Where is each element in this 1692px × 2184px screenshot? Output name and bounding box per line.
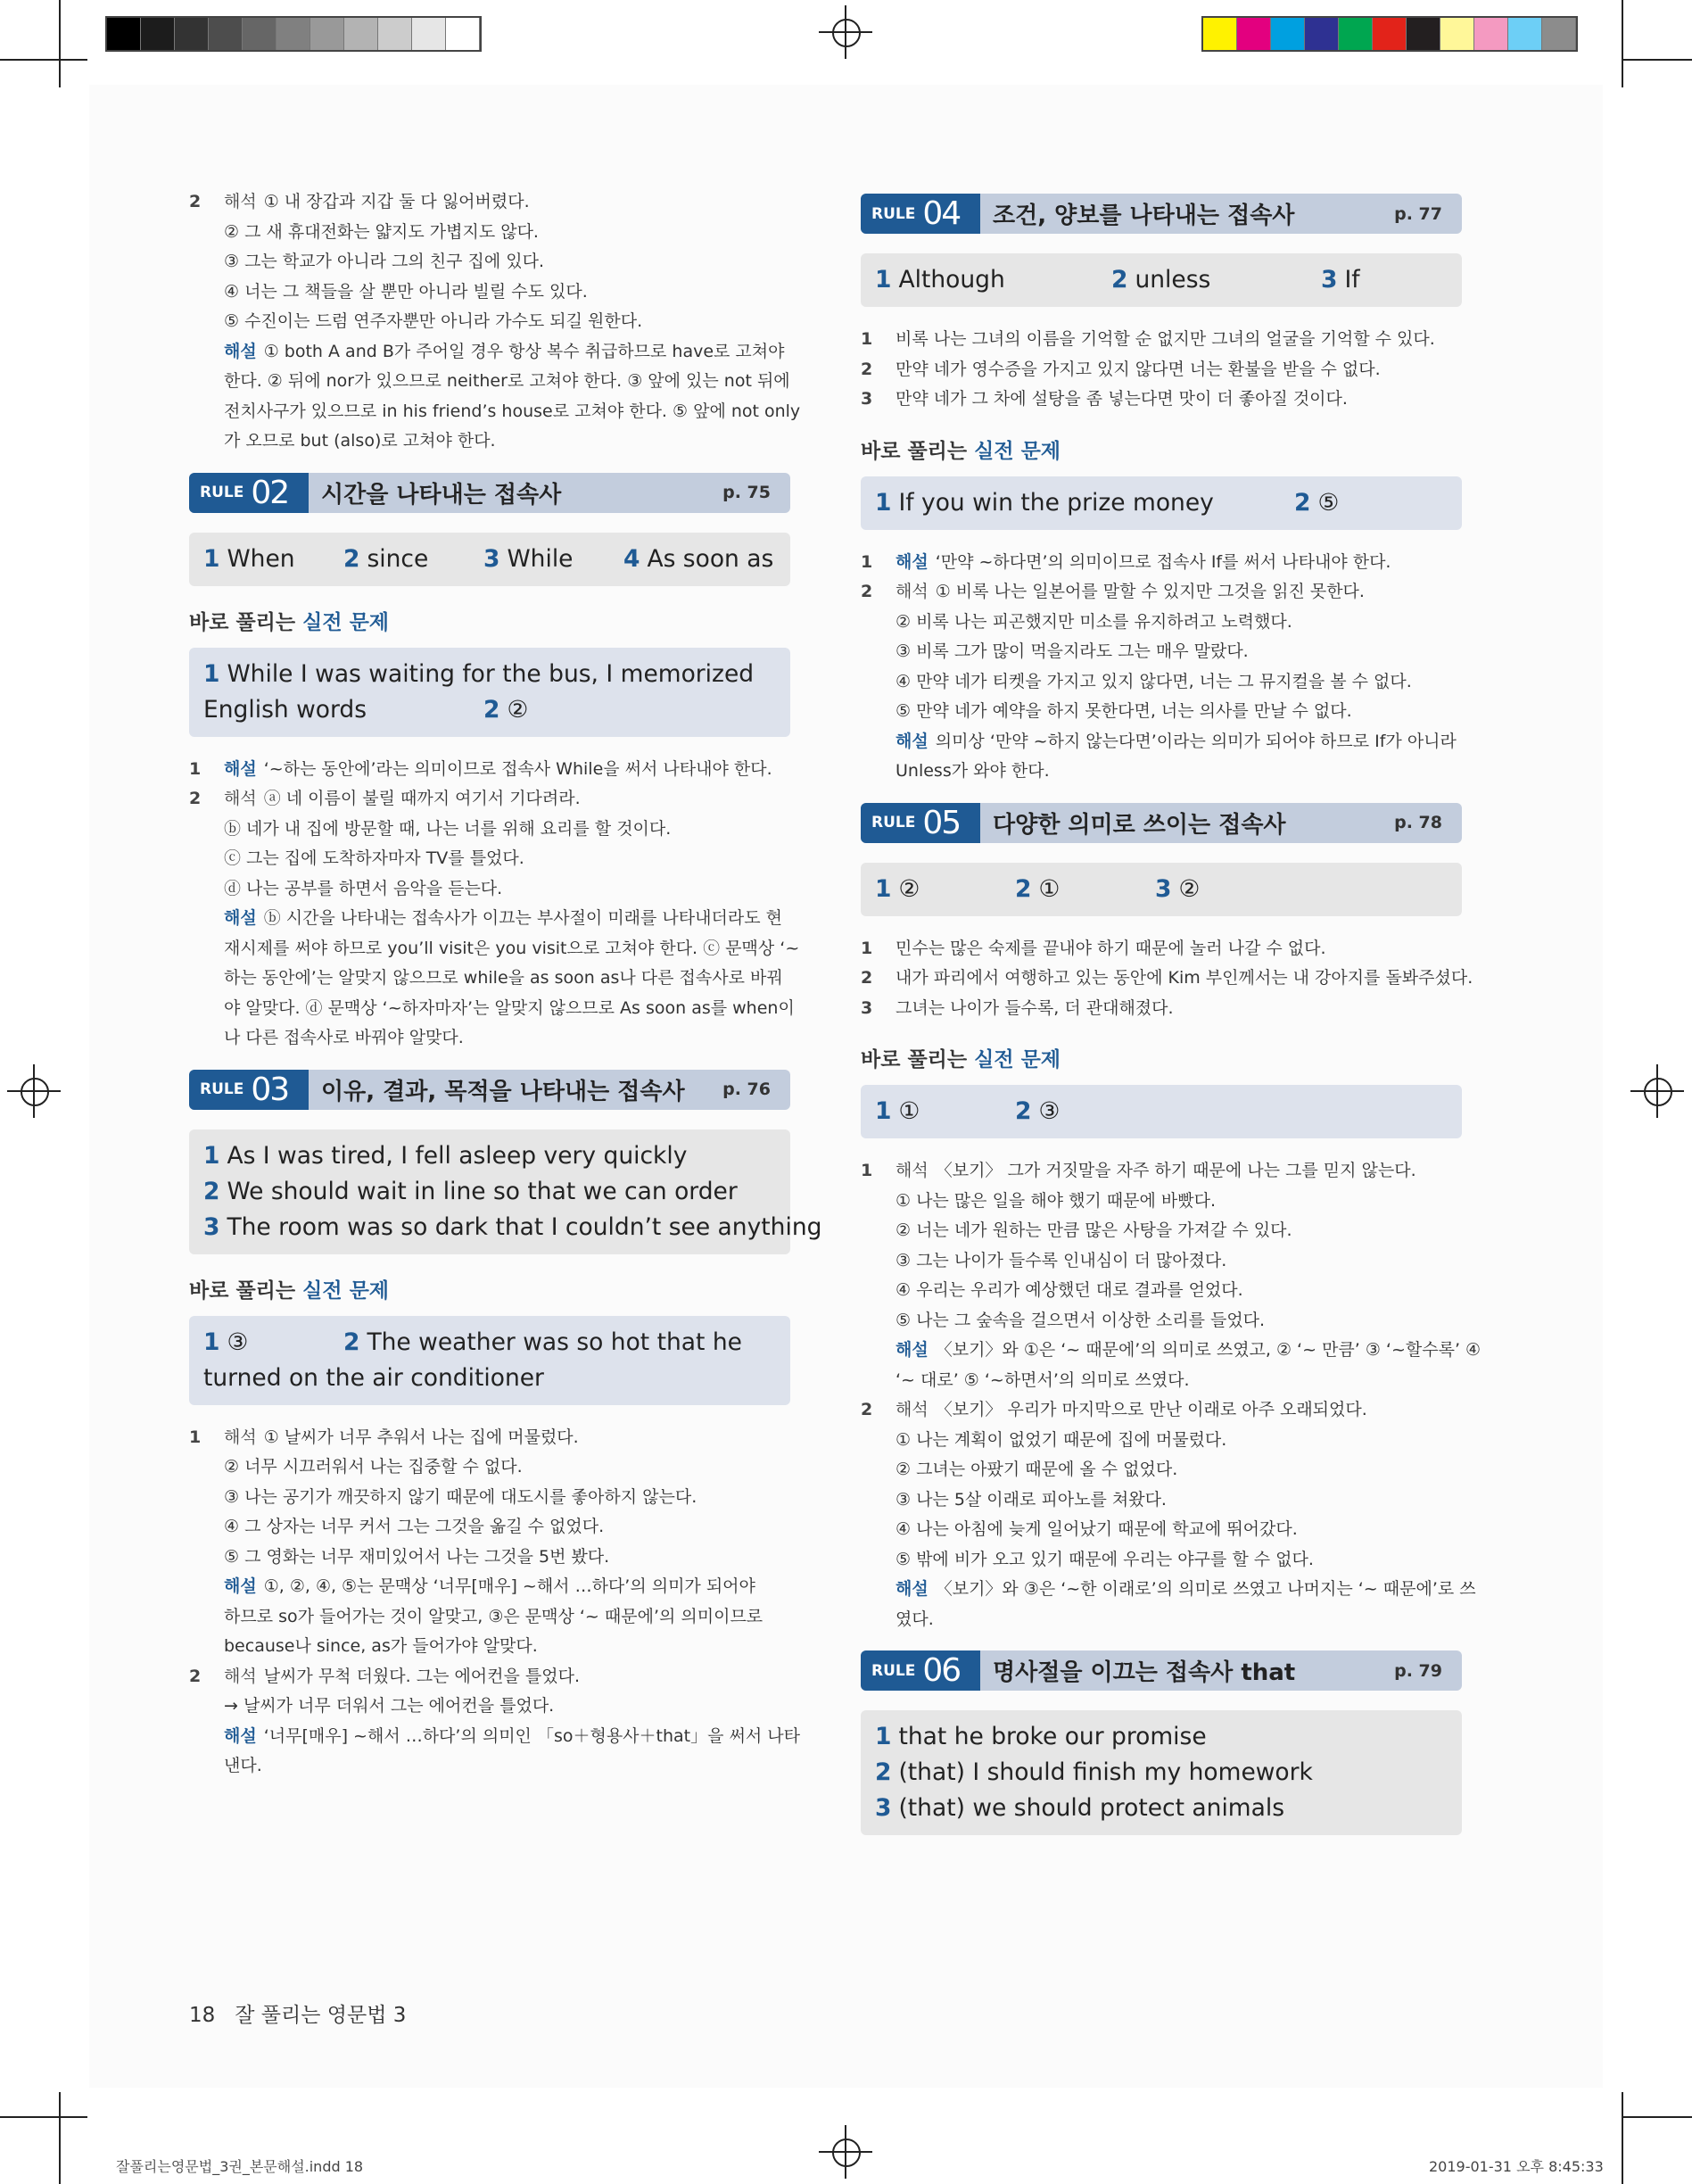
practice-title: 실전 문제: [302, 610, 390, 634]
translation-item: [861, 355, 1462, 385]
practice-title: 실전 문제: [302, 1278, 390, 1303]
left-column: [189, 187, 822, 1782]
color-swatch: [175, 18, 209, 50]
rule-05-header: [861, 803, 1462, 843]
color-swatch: [243, 18, 276, 50]
answer-text: (that) I should finish my homework: [898, 1758, 1313, 1786]
translation-line: ③ 그는 나이가 들수록 인내심이 더 많아졌다.: [896, 1250, 1227, 1270]
explanation-line: ‘~ 대로’ ⑤ ‘~하면서’의 의미로 쓰였다.: [896, 1369, 1190, 1390]
translation-line: → 날씨가 너무 더워서 그는 에어컨을 틀었다.: [224, 1696, 555, 1716]
crop-mark: [0, 59, 87, 61]
rule-03-header: [189, 1070, 790, 1110]
practice-title: 실전 문제: [974, 1048, 1061, 1071]
answer-text: (that) we should protect animals: [898, 1794, 1285, 1822]
page-number: 18: [189, 2004, 216, 2027]
practice-heading: [861, 1043, 1462, 1072]
item-number: 1: [861, 1161, 873, 1180]
practice-prefix: 바로 풀리는: [861, 1048, 968, 1071]
answer-number: 2: [203, 1177, 220, 1205]
explanation-line: ① both A and B가 주어일 경우 항상 복수 취급하므로 have로 고쳐야: [263, 341, 785, 361]
translation-line: 〈보기〉 우리가 마지막으로 만난 이래로 아주 오래되었다.: [935, 1400, 1367, 1419]
answer-number: 2: [1015, 874, 1032, 903]
translation-line: ① 내 장갑과 지갑 둘 다 잃어버렸다.: [263, 192, 530, 211]
item-number: 1: [861, 938, 873, 958]
rule-page-ref: p. 75: [722, 483, 771, 502]
answer-text: ①: [1038, 874, 1061, 903]
color-swatch: [209, 18, 243, 50]
answer-text: The weather was so hot that he: [367, 1328, 742, 1356]
practice-heading: [189, 1274, 790, 1303]
explanation-line: ‘너무[매우] ~해서 …하다’의 의미인 「so＋형용사＋that」을 써서 나타: [263, 1725, 800, 1746]
answer-box: [861, 863, 1462, 916]
rule-number: 04: [922, 195, 961, 232]
color-swatch: [1271, 18, 1305, 50]
translation-line: ⑤ 수진이는 드럼 연주자뿐만 아니라 가수도 되길 원한다.: [224, 311, 643, 331]
explanation-line: 야 알맞다. ⓓ 문맥상 ‘~하자마자’는 알맞지 않으므로 As soon as를 when이: [224, 997, 795, 1018]
explanation-line: 였다.: [896, 1609, 934, 1629]
item-number: 2: [861, 582, 873, 601]
answer-text: As soon as: [647, 544, 774, 573]
label-translation: 해석: [224, 192, 257, 211]
color-swatch: [378, 18, 412, 50]
answer-number: 1: [875, 1097, 892, 1125]
color-swatch: [1440, 18, 1474, 50]
color-swatch: [1542, 18, 1576, 50]
explanation-line: 〈보기〉와 ①은 ‘~ 때문에’의 의미로 쓰였고, ② ‘~ 만큼’ ③ ‘~할수록’ ④: [935, 1340, 1482, 1360]
answer-text: ②: [507, 695, 529, 724]
color-swatch: [1474, 18, 1508, 50]
answer-number: 1: [875, 874, 892, 903]
answer-text: As I was tired, I fell asleep very quickly: [227, 1141, 688, 1170]
translation-line: ② 너무 시끄러워서 나는 집중할 수 없다.: [224, 1457, 523, 1477]
item-number: 2: [861, 359, 873, 379]
process-color-bar: [1201, 16, 1578, 52]
answer-number: 1: [203, 544, 220, 573]
practice-prefix: 바로 풀리는: [189, 610, 296, 634]
answer-number: 2: [343, 544, 360, 573]
explanation-item: [861, 577, 1462, 787]
color-swatch: [310, 18, 344, 50]
translation-line: ③ 그는 학교가 아니라 그의 친구 집에 있다.: [224, 252, 545, 271]
explanation-line: 가 오므로 but (also)로 고쳐야 한다.: [224, 431, 496, 451]
translation-line: 〈보기〉 그가 거짓말을 자주 하기 때문에 나는 그를 믿지 않는다.: [935, 1161, 1416, 1180]
color-swatch: [412, 18, 446, 50]
explanation-line: 하는 동안에’는 알맞지 않으므로 while을 as soon as나 다른 접속사로 바꿔: [224, 968, 783, 988]
practice-prefix: 바로 풀리는: [861, 439, 968, 463]
answer-text: ③: [227, 1328, 249, 1356]
item-number: 2: [861, 1400, 873, 1419]
explanation-line: ⓑ 시간을 나타내는 접속사가 이끄는 부사절이 미래를 나타내더라도 현: [263, 908, 782, 928]
book-title: 잘 풀리는 영문법 3: [235, 2004, 407, 2027]
translation-item: [861, 385, 1462, 415]
answer-text: We should wait in line so that we can order: [227, 1177, 738, 1205]
translation-line: ⑤ 나는 그 숲속을 걸으면서 이상한 소리를 들었다.: [896, 1310, 1266, 1330]
rule-title: 이유, 결과, 목적을 나타내는 접속사: [321, 1078, 685, 1105]
crop-mark: [1623, 2116, 1692, 2118]
color-swatch: [107, 18, 141, 50]
answer-number: 2: [1015, 1097, 1032, 1125]
answer-text: Although: [898, 266, 1005, 294]
answer-number: 3: [203, 1212, 220, 1241]
page-footer: [189, 1998, 406, 2028]
answer-text: since: [367, 544, 429, 573]
rule-page-ref: p. 79: [1394, 1660, 1442, 1681]
explanation-item: [189, 755, 790, 785]
color-swatch: [344, 18, 378, 50]
answer-number: 1: [203, 659, 220, 688]
answer-number: 3: [1155, 874, 1172, 903]
explanation-item: [861, 1156, 1482, 1395]
answer-text: While I was waiting for the bus, I memorized: [227, 659, 755, 688]
answer-text: ①: [898, 1097, 920, 1125]
label-translation: 해석: [224, 789, 257, 808]
answer-text: ②: [1178, 874, 1201, 903]
translation-line: 만약 네가 영수증을 가지고 있지 않다면 너는 환불을 받을 수 없다.: [896, 359, 1381, 379]
explanation-line: 낸다.: [224, 1756, 262, 1775]
answer-box: [861, 253, 1462, 307]
rule-page-ref: p. 77: [1394, 203, 1442, 224]
item-number: 2: [189, 1666, 202, 1686]
crop-mark: [59, 2092, 61, 2184]
rule-06-header: [861, 1650, 1462, 1691]
explanation-line: ‘만약 ~하다면’의 의미이므로 접속사 If를 써서 나타내야 한다.: [935, 551, 1391, 572]
explanation-line: because나 since, as가 들어가야 알맞다.: [224, 1636, 538, 1656]
translation-line: 비록 나는 그녀의 이름을 기억할 순 없지만 그녀의 얼굴을 기억할 수 있다.: [896, 329, 1435, 349]
answer-box: [861, 1710, 1462, 1835]
color-swatch: [1237, 18, 1271, 50]
crop-mark: [1622, 0, 1623, 87]
color-swatch: [1339, 18, 1373, 50]
answer-box: [189, 1129, 822, 1254]
explanation-line: 나 다른 접속사로 바꿔야 알맞다.: [224, 1028, 464, 1047]
color-swatch: [1508, 18, 1542, 50]
practice-title: 실전 문제: [974, 439, 1061, 463]
rule-number: 03: [251, 1071, 289, 1108]
translation-line: ② 그 새 휴대전화는 얇지도 가볍지도 않다.: [224, 221, 539, 242]
explanation-line: 의미상 ‘만약 ~하지 않는다면’이라는 의미가 되어야 하므로 If가 아니라: [935, 731, 1457, 751]
answer-text: When: [227, 544, 295, 573]
item-number: 1: [189, 1427, 202, 1447]
crop-mark: [59, 0, 61, 87]
color-swatch: [141, 18, 175, 50]
translation-line: ② 비록 나는 피곤했지만 미소를 유지하려고 노력했다.: [896, 611, 1292, 632]
rule-tag: RULE: [200, 484, 244, 501]
registration-mark: [819, 5, 872, 59]
explanation-item: [189, 1662, 800, 1782]
rule-title: 명사절을 이끄는 접속사 that: [993, 1659, 1296, 1686]
translation-line: ① 날씨가 너무 추워서 나는 집에 머물렀다.: [263, 1427, 579, 1447]
label-translation: 해석: [896, 1400, 929, 1419]
translation-line: ① 나는 많은 일을 해야 했기 때문에 바빴다.: [896, 1190, 1217, 1211]
answer-text: While: [507, 544, 574, 573]
label-explanation: 해설: [896, 551, 929, 572]
translation-line: 민수는 많은 숙제를 끝내야 하기 때문에 놀러 나갈 수 없다.: [896, 938, 1326, 958]
answer-number: 2: [483, 695, 500, 724]
answer-number: 3: [1321, 266, 1338, 294]
practice-answer-box: [189, 648, 790, 737]
translation-line: ② 그녀는 아팠기 때문에 올 수 없었다.: [896, 1460, 1178, 1479]
translation-line: ⑤ 밖에 비가 오고 있기 때문에 우리는 야구를 할 수 없다.: [896, 1549, 1314, 1569]
translation-line: ③ 나는 공기가 깨끗하지 않기 때문에 대도시를 좋아하지 않는다.: [224, 1486, 697, 1507]
answer-text: The room was so dark that I couldn’t see anything: [227, 1212, 822, 1241]
crop-mark: [0, 2116, 87, 2118]
explanation-item: [189, 1423, 790, 1662]
label-translation: 해석: [896, 582, 929, 601]
crop-mark: [1623, 59, 1692, 61]
explanation-item: [861, 1395, 1476, 1634]
registration-mark: [819, 2125, 872, 2179]
translation-line: ④ 나는 아침에 늦게 일어났기 때문에 학교에 뛰어갔다.: [896, 1519, 1298, 1539]
rule-number: 05: [922, 804, 961, 841]
color-swatch: [1407, 18, 1440, 50]
answer-text: English words: [203, 695, 367, 724]
answer-box: [189, 533, 790, 586]
label-explanation: 해설: [224, 908, 257, 928]
explanation-line: ‘~하는 동안에’라는 의미이므로 접속사 While을 써서 나타내야 한다.: [263, 758, 772, 779]
translation-line: ④ 만약 네가 티켓을 가지고 있지 않다면, 너는 그 뮤지컬을 볼 수 없다.: [896, 671, 1412, 691]
answer-number: 2: [875, 1758, 892, 1786]
answer-number: 1: [875, 1723, 892, 1750]
color-swatch: [446, 18, 480, 50]
answer-text: ③: [1038, 1097, 1061, 1125]
explanation-item: [189, 784, 800, 1054]
grayscale-color-bar: [105, 16, 482, 52]
practice-heading: [189, 606, 790, 635]
answer-number: 2: [343, 1328, 360, 1356]
explanation-line: Unless가 와야 한다.: [896, 761, 1050, 781]
right-column: [861, 178, 1482, 1853]
translation-line: ⑤ 그 영화는 너무 재미있어서 나는 그것을 5번 봤다.: [224, 1546, 610, 1567]
practice-heading: [861, 434, 1462, 464]
translation-line: ② 너는 네가 원하는 만큼 많은 사탕을 가져갈 수 있다.: [896, 1220, 1292, 1240]
practice-prefix: 바로 풀리는: [189, 1278, 296, 1303]
color-swatch: [1203, 18, 1237, 50]
answer-number: 3: [875, 1794, 892, 1822]
rule-tag: RULE: [871, 1661, 916, 1680]
translation-line: ④ 우리는 우리가 예상했던 대로 결과를 얻었다.: [896, 1280, 1243, 1300]
rule-04-header: [861, 194, 1462, 234]
practice-answer-box: [861, 476, 1462, 530]
explanation-item: [189, 187, 801, 457]
answer-text: unless: [1135, 266, 1211, 294]
translation-line: ① 나는 계획이 없었기 때문에 집에 머물렀다.: [896, 1429, 1227, 1450]
item-number: 1: [861, 551, 873, 572]
translation-line: 내가 파리에서 여행하고 있는 동안에 Kim 부인께서는 내 강아지를 돌봐주셨다.: [896, 968, 1473, 988]
rule-number: 02: [251, 474, 289, 511]
print-file-name: 잘풀리는영문법_3권_본문해설.indd 18: [116, 2158, 364, 2175]
print-timestamp: 2019-01-31 오후 8:45:33: [1429, 2158, 1604, 2175]
rule-page-ref: p. 78: [1394, 813, 1442, 832]
answer-text: If: [1344, 266, 1360, 294]
label-explanation: 해설: [224, 758, 257, 779]
label-translation: 해석: [224, 1666, 257, 1686]
translation-line: ⓓ 나는 공부를 하면서 음악을 듣는다.: [224, 878, 503, 898]
item-number: 2: [189, 789, 202, 808]
rule-number: 06: [922, 1652, 961, 1689]
rule-tag: RULE: [200, 1080, 244, 1098]
rule-title: 시간을 나타내는 접속사: [321, 481, 562, 509]
item-number: 3: [861, 389, 873, 409]
color-swatch: [1305, 18, 1339, 50]
translation-item: [861, 964, 1473, 994]
explanation-line: ①, ②, ④, ⑤는 문맥상 ‘너무[매우] ~해서 …하다’의 의미가 되어야: [263, 1576, 755, 1596]
translation-line: ④ 그 상자는 너무 커서 그는 그것을 옮길 수 없었다.: [224, 1517, 605, 1536]
item-number: 1: [861, 329, 873, 349]
answer-text: ⑤: [1317, 488, 1340, 517]
answer-number: 1: [203, 1141, 220, 1170]
translation-line: ④ 너는 그 책들을 살 뿐만 아니라 빌릴 수도 있다.: [224, 281, 588, 302]
translation-line: ③ 비록 그가 많이 먹을지라도 그는 매우 말랐다.: [896, 641, 1249, 661]
explanation-line: 한다. ② 뒤에 nor가 있으므로 neither로 고쳐야 한다. ③ 앞에 있는 not 뒤에: [224, 371, 790, 391]
label-explanation: 해설: [896, 731, 929, 751]
answer-number: 4: [623, 544, 640, 573]
explanation-line: 하므로 so가 들어가는 것이 알맞고, ③은 문맥상 ‘~ 때문에’의 의미이므로: [224, 1606, 763, 1626]
answer-number: 1: [203, 1328, 220, 1356]
label-explanation: 해설: [896, 1340, 929, 1360]
answer-number: 1: [875, 266, 892, 294]
translation-line: ⑤ 만약 네가 예약을 하지 못한다면, 너는 의사를 만날 수 없다.: [896, 701, 1352, 721]
color-swatch: [1373, 18, 1407, 50]
translation-item: [861, 325, 1462, 355]
answer-number: 1: [875, 488, 892, 517]
registration-mark: [7, 1064, 61, 1118]
translation-line: ⓒ 그는 집에 도착하자마자 TV를 틀었다.: [224, 848, 524, 868]
translation-line: 날씨가 무척 더웠다. 그는 에어컨을 틀었다.: [263, 1666, 581, 1686]
answer-text: ②: [898, 874, 920, 903]
explanation-line: 재시제를 써야 하므로 you’ll visit은 you visit으로 고쳐야 한다. ⓒ 문맥상 ‘~: [224, 938, 800, 958]
translation-line: 만약 네가 그 차에 설탕을 좀 넣는다면 맛이 더 좋아질 것이다.: [896, 389, 1348, 409]
translation-line: ③ 나는 5살 이래로 피아노를 쳐왔다.: [896, 1489, 1167, 1510]
rule-page-ref: p. 76: [722, 1080, 771, 1099]
answer-number: 3: [483, 544, 500, 573]
rule-title: 다양한 의미로 쓰이는 접속사: [993, 811, 1286, 839]
explanation-line: 〈보기〉와 ③은 ‘~한 이래로’의 의미로 쓰였고 나머지는 ‘~ 때문에’로 쓰: [935, 1579, 1476, 1599]
translation-line: ⓑ 네가 내 집에 방문할 때, 나는 너를 위해 요리를 할 것이다.: [224, 818, 672, 839]
translation-item: [861, 934, 1462, 964]
label-explanation: 해설: [224, 1576, 257, 1596]
color-swatch: [276, 18, 310, 50]
rule-tag: RULE: [871, 204, 916, 223]
label-explanation: 해설: [896, 1579, 929, 1599]
rule-tag: RULE: [871, 814, 916, 831]
translation-item: [861, 994, 1462, 1024]
item-number: 3: [861, 997, 873, 1018]
item-number: 1: [189, 758, 202, 779]
label-explanation: 해설: [224, 341, 257, 361]
answer-number: 2: [1111, 266, 1128, 294]
item-number: 2: [189, 192, 202, 211]
explanation-item: [861, 548, 1462, 578]
answer-text: If you win the prize money: [898, 488, 1214, 517]
practice-answer-box: [861, 1085, 1462, 1138]
answer-text: that he broke our promise: [898, 1723, 1207, 1750]
label-translation: 해석: [896, 1161, 929, 1180]
crop-mark: [1622, 2092, 1623, 2184]
rule-02-header: [189, 473, 790, 513]
item-number: 2: [861, 968, 873, 988]
answer-text: turned on the air conditioner: [203, 1363, 544, 1392]
explanation-line: 전치사구가 있으므로 in his friend’s house로 고쳐야 한다. ⑤ 앞에 not only: [224, 401, 801, 421]
rule-title: 조건, 양보를 나타내는 접속사: [993, 203, 1295, 229]
translation-line: ⓐ 네 이름이 불릴 때까지 여기서 기다려라.: [263, 789, 581, 808]
practice-answer-box: [189, 1316, 790, 1405]
answer-number: 2: [1294, 488, 1311, 517]
label-explanation: 해설: [224, 1725, 257, 1746]
registration-mark: [1630, 1064, 1684, 1118]
translation-line: 그녀는 나이가 들수록, 더 관대해졌다.: [896, 997, 1174, 1018]
label-translation: 해석: [224, 1427, 257, 1447]
translation-line: ① 비록 나는 일본어를 말할 수 있지만 그것을 읽진 못한다.: [935, 582, 1365, 601]
